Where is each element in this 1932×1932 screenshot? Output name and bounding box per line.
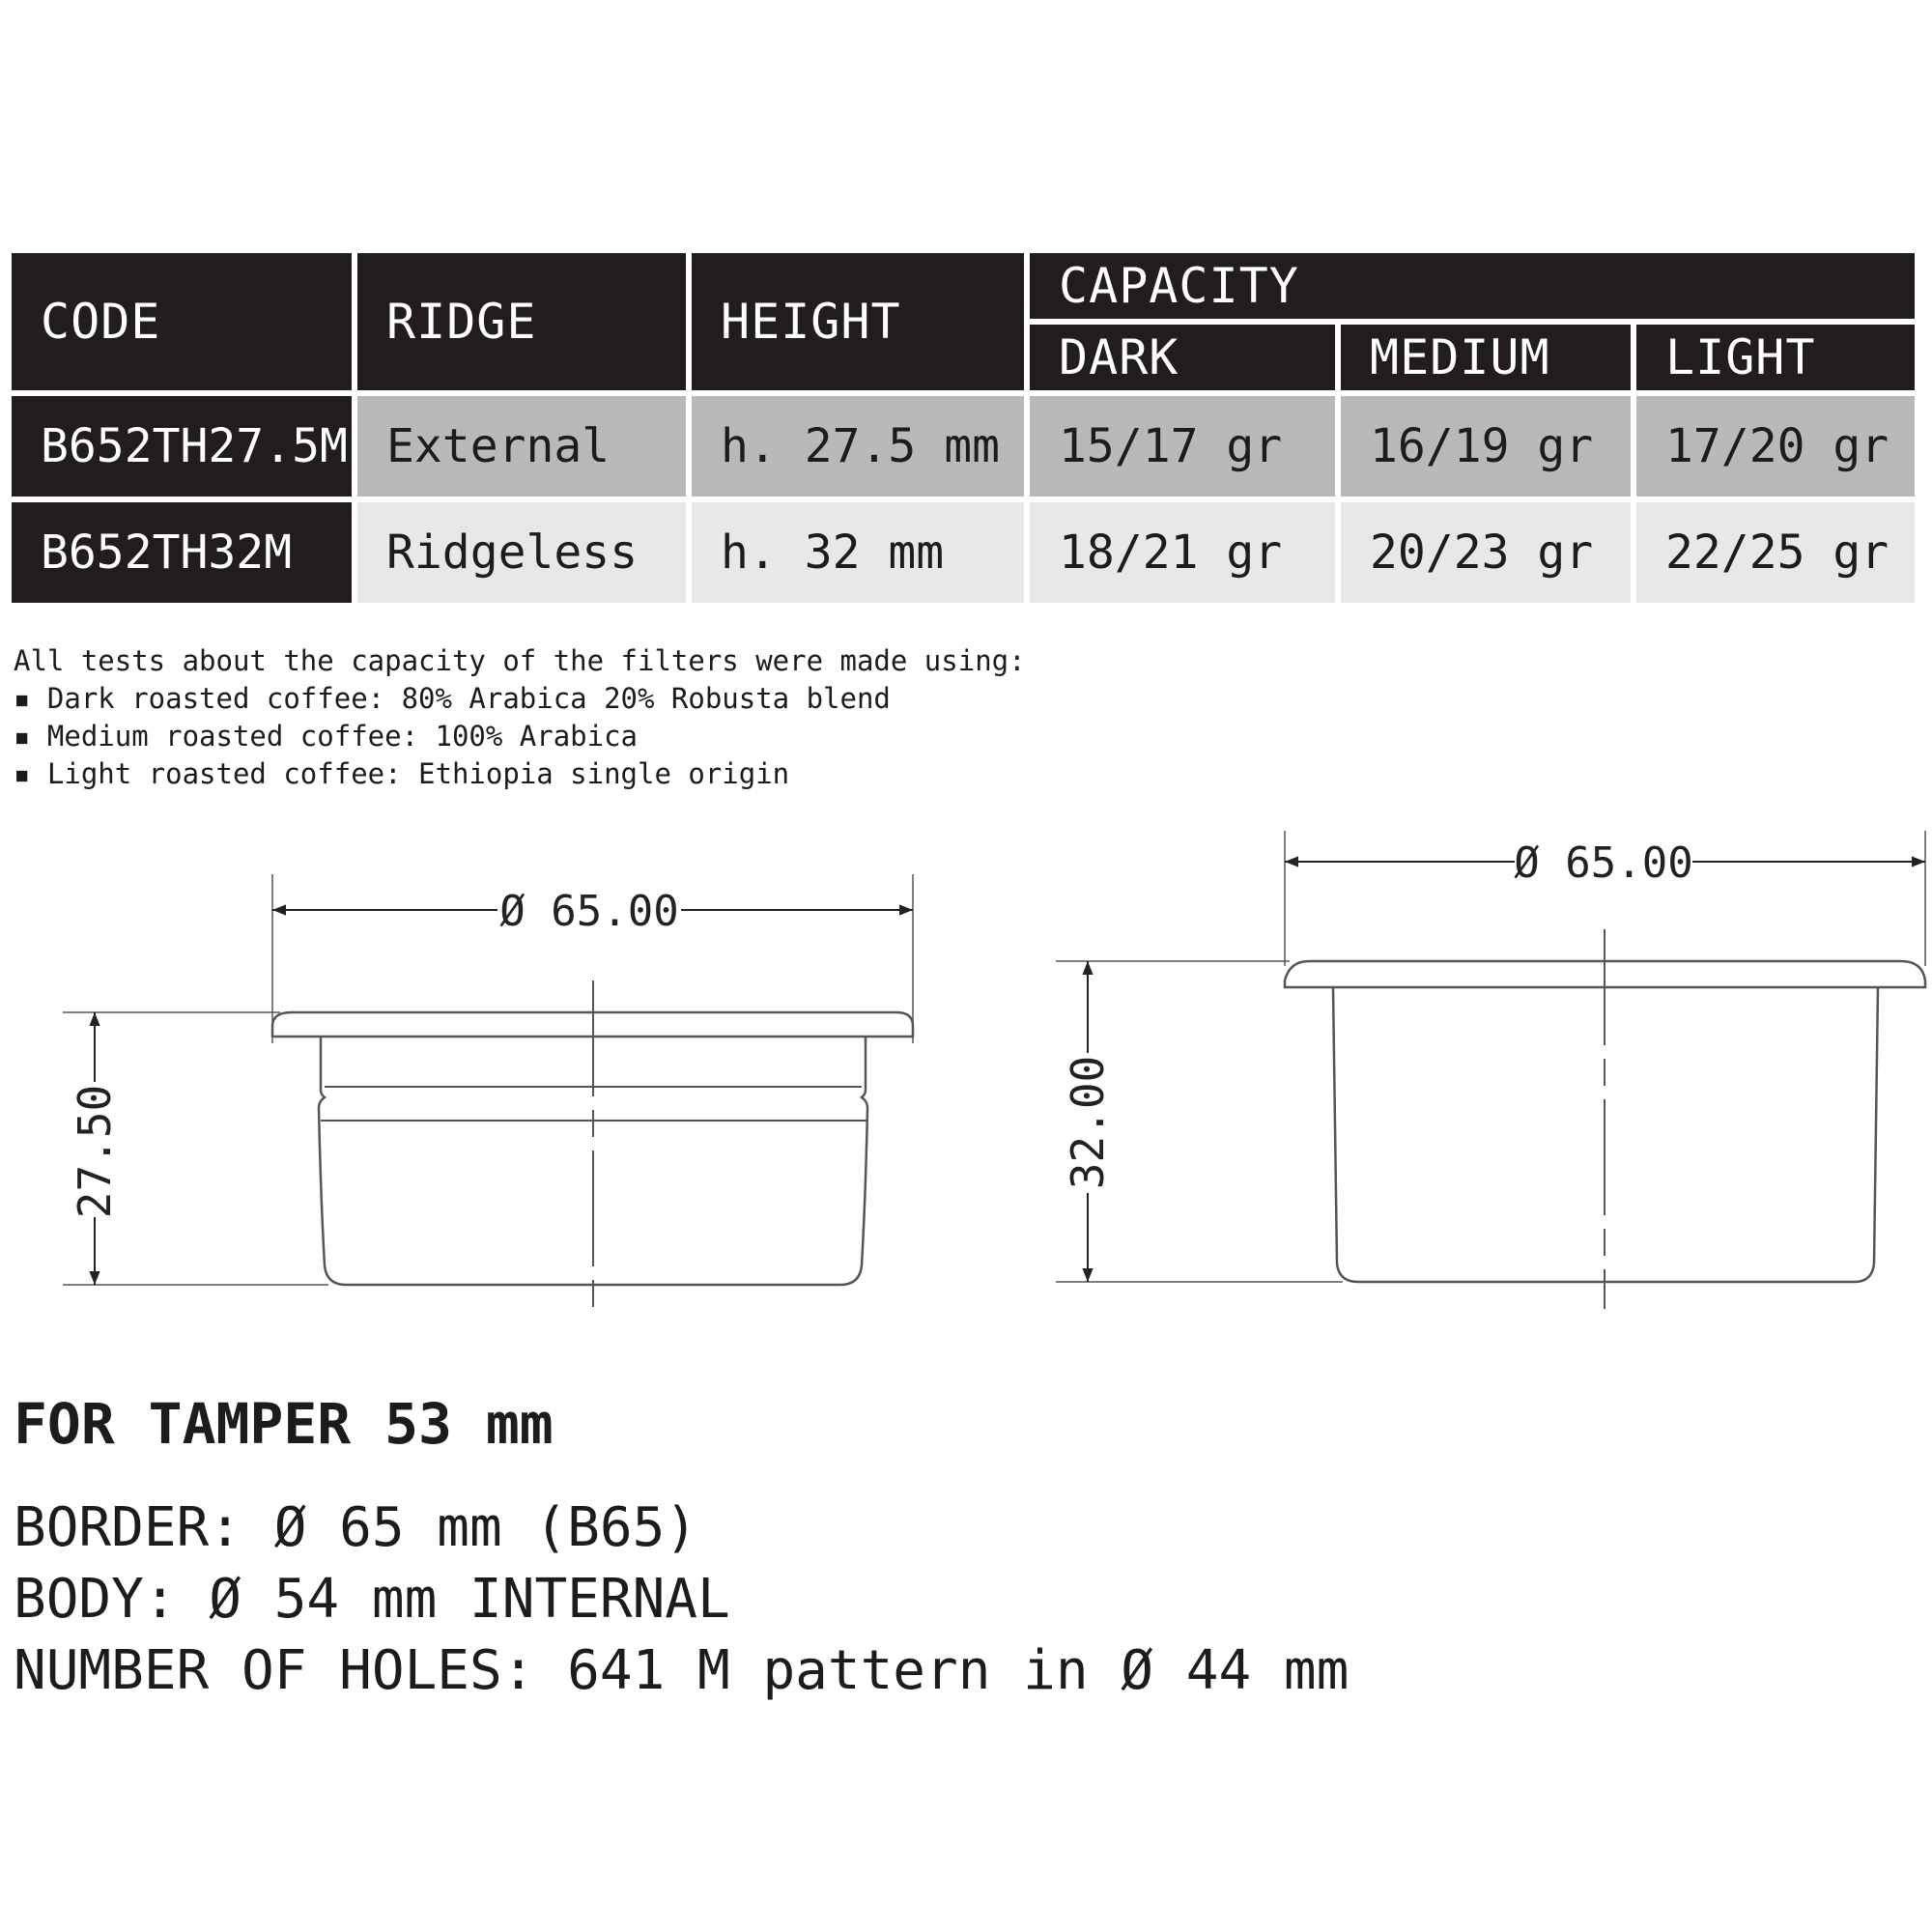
row-medium: 20/23 gr bbox=[1341, 502, 1631, 603]
header-capacity: CAPACITY bbox=[1030, 253, 1915, 319]
header-light: LIGHT bbox=[1636, 325, 1915, 390]
spec-holes: NUMBER OF HOLES: 641 M pattern in Ø 44 mm bbox=[14, 1639, 1350, 1702]
header-medium: MEDIUM bbox=[1341, 325, 1631, 390]
spec-border: BORDER: Ø 65 mm (B65) bbox=[14, 1496, 698, 1559]
right-height-label: 32.00 bbox=[1062, 1055, 1114, 1190]
left-height-label: 27.50 bbox=[69, 1084, 121, 1219]
right-diameter-label: Ø 65.00 bbox=[1514, 838, 1693, 888]
row-dark: 15/17 gr bbox=[1030, 396, 1335, 497]
header-dark: DARK bbox=[1030, 325, 1335, 390]
filter-basket-drawings bbox=[0, 811, 1932, 1333]
notes-item: ▪ Light roasted coffee: Ethiopia single origin bbox=[14, 757, 790, 790]
header-height: HEIGHT bbox=[692, 253, 1024, 390]
row-height: h. 27.5 mm bbox=[692, 396, 1024, 497]
left-diameter-label: Ø 65.00 bbox=[499, 887, 679, 936]
header-code: CODE bbox=[12, 253, 352, 390]
notes-item: ▪ Medium roasted coffee: 100% Arabica bbox=[14, 720, 639, 753]
tamper-title: FOR TAMPER 53 mm bbox=[14, 1391, 554, 1457]
capacity-table bbox=[6, 247, 1920, 609]
row-light: 22/25 gr bbox=[1636, 502, 1915, 603]
row-code: B652TH27.5M bbox=[12, 396, 352, 497]
spec-body: BODY: Ø 54 mm INTERNAL bbox=[14, 1568, 730, 1631]
spec-list bbox=[14, 1492, 1349, 1707]
notes-item: ▪ Dark roasted coffee: 80% Arabica 20% Robusta blend bbox=[14, 682, 891, 715]
notes-intro: All tests about the capacity of the filters were made using: bbox=[14, 644, 1026, 677]
row-code: B652TH32M bbox=[12, 502, 352, 603]
row-ridge: Ridgeless bbox=[357, 502, 686, 603]
row-light: 17/20 gr bbox=[1636, 396, 1915, 497]
basket-drawing-ridgeless bbox=[1056, 831, 1925, 1309]
row-dark: 18/21 gr bbox=[1030, 502, 1335, 603]
basket-drawing-ridged bbox=[63, 874, 913, 1314]
row-height: h. 32 mm bbox=[692, 502, 1024, 603]
row-ridge: External bbox=[357, 396, 686, 497]
test-notes bbox=[14, 642, 1026, 793]
row-medium: 16/19 gr bbox=[1341, 396, 1631, 497]
table-row bbox=[12, 396, 1915, 497]
header-ridge: RIDGE bbox=[357, 253, 686, 390]
table-row bbox=[12, 502, 1915, 603]
